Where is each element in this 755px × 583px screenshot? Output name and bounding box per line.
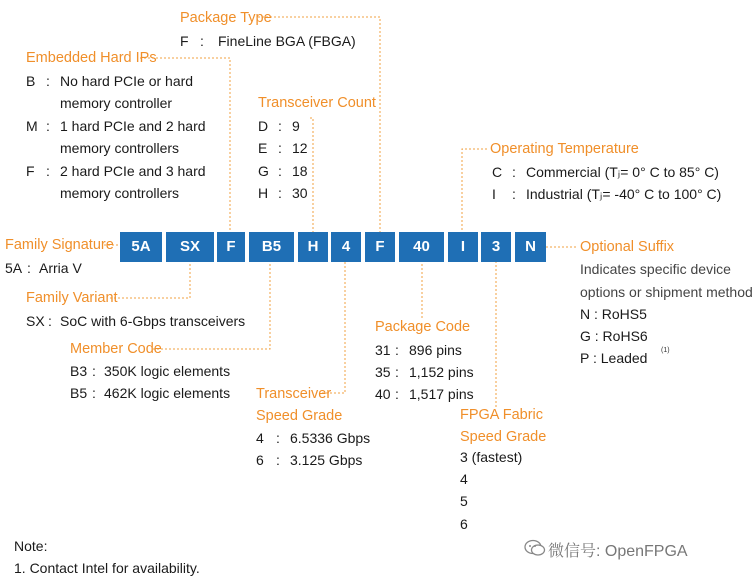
fpga-speed-grade-6: 6 (460, 516, 468, 532)
embedded-hard-ips-b-cont: memory controller (60, 95, 173, 111)
code-box-fpga-speed: 3 (481, 232, 511, 262)
operating-temperature-i: I : Industrial (Tⱼ= -40° C to 100° C) (492, 186, 722, 202)
leader-operating-temp (462, 149, 487, 232)
code-box-family-variant: SX (166, 232, 214, 262)
transceiver-speed-grade-6: 6 : 3.125 Gbps (256, 452, 363, 468)
member-code-title: Member Code (70, 341, 162, 357)
transceiver-speed-grade-4: 4 : 6.5336 Gbps (256, 430, 371, 446)
transceiver-speed-grade-title-2: Speed Grade (256, 408, 343, 424)
family-signature-title: Family Signature (5, 237, 114, 253)
leader-transceiver-speed (322, 262, 345, 393)
embedded-hard-ips-title: Embedded Hard IPs (26, 50, 157, 66)
optional-suffix-g: G : RoHS6 (580, 328, 648, 344)
wechat-icon (524, 538, 546, 558)
optional-suffix-desc-2: options or shipment method (580, 284, 753, 300)
optional-suffix-n: N : RoHS5 (580, 306, 647, 322)
transceiver-count-h: H : 30 (258, 185, 308, 201)
watermark-text: 微信号: OpenFPGA (548, 543, 688, 560)
code-box-package-type: F (365, 232, 395, 262)
fpga-speed-grade-title-2: Speed Grade (460, 429, 547, 445)
package-type-title: Package Type (180, 10, 272, 26)
package-code-31: 31 : 896 pins (375, 342, 462, 358)
transceiver-count-title: Transceiver Count (258, 95, 376, 111)
package-code-title: Package Code (375, 319, 471, 335)
package-code-40: 40 : 1,517 pins (375, 386, 474, 402)
transceiver-count-e: E : 12 (258, 140, 308, 156)
leader-transceiver-count (310, 118, 313, 232)
code-box-family-signature: 5A (120, 232, 162, 262)
optional-suffix-desc-1: Indicates specific device (580, 261, 731, 277)
transceiver-count-g: G : 18 (258, 163, 308, 179)
embedded-hard-ips-m: M : 1 hard PCIe and 2 hard (26, 118, 206, 134)
footnote-mark: (1) (661, 347, 670, 354)
code-box-member-code: B5 (249, 232, 294, 262)
fpga-speed-grade-3: 3 (fastest) (460, 449, 523, 465)
embedded-hard-ips-f: F : 2 hard PCIe and 3 hard (26, 163, 206, 179)
operating-temperature-title: Operating Temperature (490, 141, 639, 157)
fpga-speed-grade-4: 4 (460, 471, 468, 487)
fpga-speed-grade-title-1: FPGA Fabric (460, 407, 543, 423)
code-box-transceiver-count: H (298, 232, 328, 262)
family-signature-entry: 5A : Arria V (5, 260, 82, 276)
note-text: 1. Contact Intel for availability. (14, 560, 200, 576)
optional-suffix-title: Optional Suffix (580, 239, 675, 255)
code-box-embedded-hard-ips: F (217, 232, 245, 262)
code-box-optional-suffix: N (515, 232, 546, 262)
family-variant-title: Family Variant (26, 290, 118, 306)
code-box-package-code: 40 (399, 232, 444, 262)
embedded-hard-ips-m-cont: memory controllers (60, 140, 180, 156)
transceiver-speed-grade-title-1: Transceiver (256, 386, 332, 402)
fpga-speed-grade-5: 5 (460, 493, 468, 509)
code-box-transceiver-speed: 4 (331, 232, 361, 262)
optional-suffix-p: P : Leaded (580, 350, 648, 366)
package-code-35: 35 : 1,152 pins (375, 364, 474, 380)
member-code-b5: B5 : 462K logic elements (70, 385, 231, 401)
embedded-hard-ips-b: B : No hard PCIe or hard (26, 73, 194, 89)
operating-temperature-c: C : Commercial (Tⱼ= 0° C to 85° C) (492, 164, 719, 180)
embedded-hard-ips-f-cont: memory controllers (60, 185, 180, 201)
family-variant-entry: SX : SoC with 6-Gbps transceivers (26, 313, 246, 329)
leader-family-variant (110, 262, 190, 298)
package-type-entry: F : FineLine BGA (FBGA) (180, 30, 356, 52)
note-title: Note: (14, 538, 48, 554)
entry-key: F (180, 33, 189, 49)
transceiver-count-d: D : 9 (258, 118, 300, 134)
entry-value: FineLine BGA (FBGA) (218, 33, 356, 49)
code-box-operating-temp: I (448, 232, 478, 262)
leader-member-code (153, 262, 270, 349)
member-code-b3: B3 : 350K logic elements (70, 363, 231, 379)
